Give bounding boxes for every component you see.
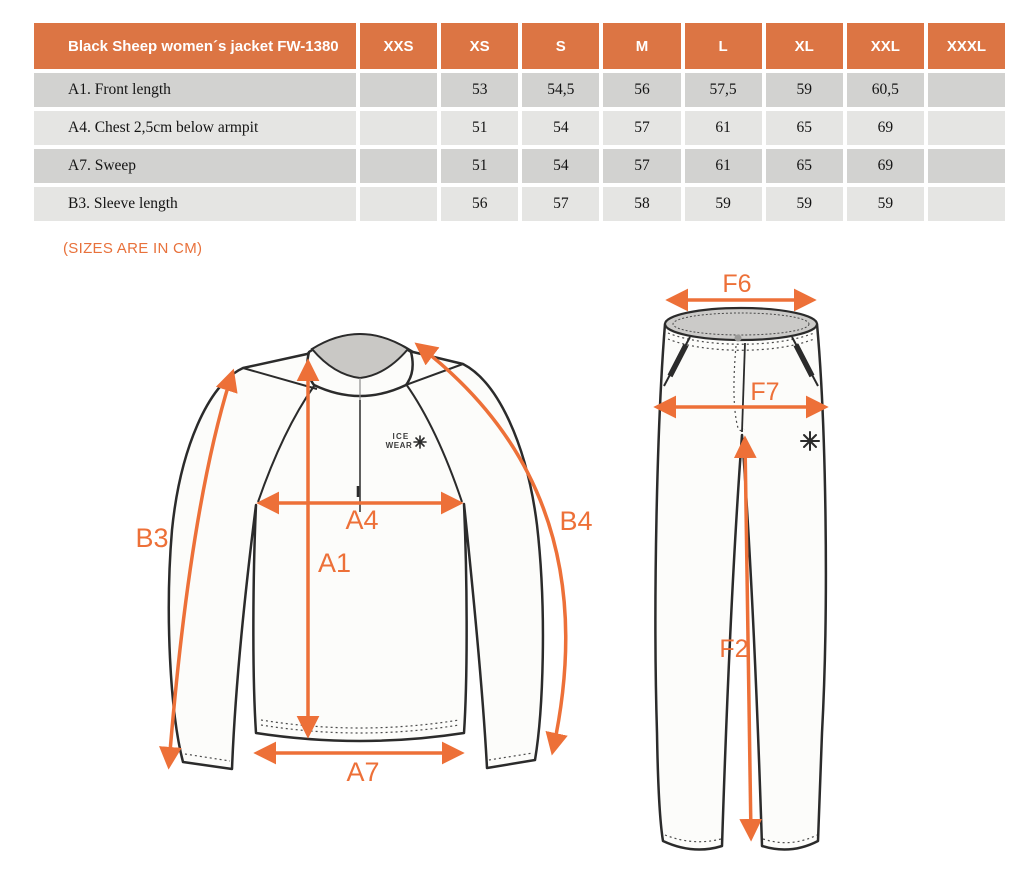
sizes-unit-note: (SIZES ARE IN CM)	[63, 240, 203, 257]
size-chart-table	[30, 19, 1009, 225]
column-header-xxl: XXL	[847, 23, 924, 69]
size-cell	[360, 73, 437, 107]
column-header-xxxl: XXXL	[928, 23, 1005, 69]
size-cell	[928, 111, 1005, 145]
size-cell: 54	[522, 149, 599, 183]
size-cell: 59	[685, 187, 762, 221]
svg-text:ICE: ICE	[392, 432, 410, 441]
size-chart-title: Black Sheep women´s jacket FW-1380	[34, 23, 356, 69]
column-header-s: S	[522, 23, 599, 69]
pants-measurement-diagram	[645, 270, 1033, 883]
svg-text:WEAR: WEAR	[385, 441, 413, 450]
column-header-m: M	[603, 23, 680, 69]
table-row	[34, 73, 1005, 107]
size-cell: 57,5	[685, 73, 762, 107]
size-cell: 56	[441, 187, 518, 221]
size-cell: 60,5	[847, 73, 924, 107]
size-cell: 69	[847, 149, 924, 183]
size-cell: 59	[766, 187, 843, 221]
size-cell: 59	[766, 73, 843, 107]
size-cell: 56	[603, 73, 680, 107]
measurement-label: A4. Chest 2,5cm below armpit	[34, 111, 356, 145]
label-b4: B4	[559, 506, 593, 536]
waist-button	[735, 335, 742, 342]
size-cell: 61	[685, 149, 762, 183]
size-cell: 65	[766, 111, 843, 145]
size-cell: 58	[603, 187, 680, 221]
measurement-label: A1. Front length	[34, 73, 356, 107]
label-b3: B3	[135, 523, 169, 553]
label-f2: F2	[719, 635, 749, 663]
size-cell	[360, 187, 437, 221]
pants-drawing	[655, 308, 825, 850]
size-cell	[928, 187, 1005, 221]
size-cell: 59	[847, 187, 924, 221]
jacket-measurement-diagram	[95, 290, 625, 820]
size-cell	[928, 73, 1005, 107]
size-cell: 69	[847, 111, 924, 145]
size-cell: 57	[522, 187, 599, 221]
column-header-xl: XL	[766, 23, 843, 69]
label-a7: A7	[346, 757, 380, 787]
size-cell	[928, 149, 1005, 183]
size-cell: 57	[603, 111, 680, 145]
size-cell: 53	[441, 73, 518, 107]
label-f7: F7	[750, 378, 780, 406]
column-header-xs: XS	[441, 23, 518, 69]
table-row	[34, 111, 1005, 145]
column-header-xxs: XXS	[360, 23, 437, 69]
size-cell	[360, 111, 437, 145]
size-chart-header	[34, 23, 1005, 69]
label-a4: A4	[345, 505, 379, 535]
size-cell	[360, 149, 437, 183]
size-cell: 51	[441, 149, 518, 183]
measurement-label: A7. Sweep	[34, 149, 356, 183]
measurement-label: B3. Sleeve length	[34, 187, 356, 221]
size-cell: 51	[441, 111, 518, 145]
table-row	[34, 187, 1005, 221]
column-header-l: L	[685, 23, 762, 69]
table-row	[34, 149, 1005, 183]
label-a1: A1	[318, 548, 352, 578]
size-cell: 54,5	[522, 73, 599, 107]
snowflake-icon	[414, 436, 426, 448]
size-cell: 57	[603, 149, 680, 183]
snowflake-icon	[801, 432, 819, 450]
header-row	[34, 23, 1005, 69]
size-cell: 65	[766, 149, 843, 183]
label-f6: F6	[722, 270, 752, 298]
size-cell: 61	[685, 111, 762, 145]
pants-waist-opening	[665, 308, 817, 340]
size-cell: 54	[522, 111, 599, 145]
